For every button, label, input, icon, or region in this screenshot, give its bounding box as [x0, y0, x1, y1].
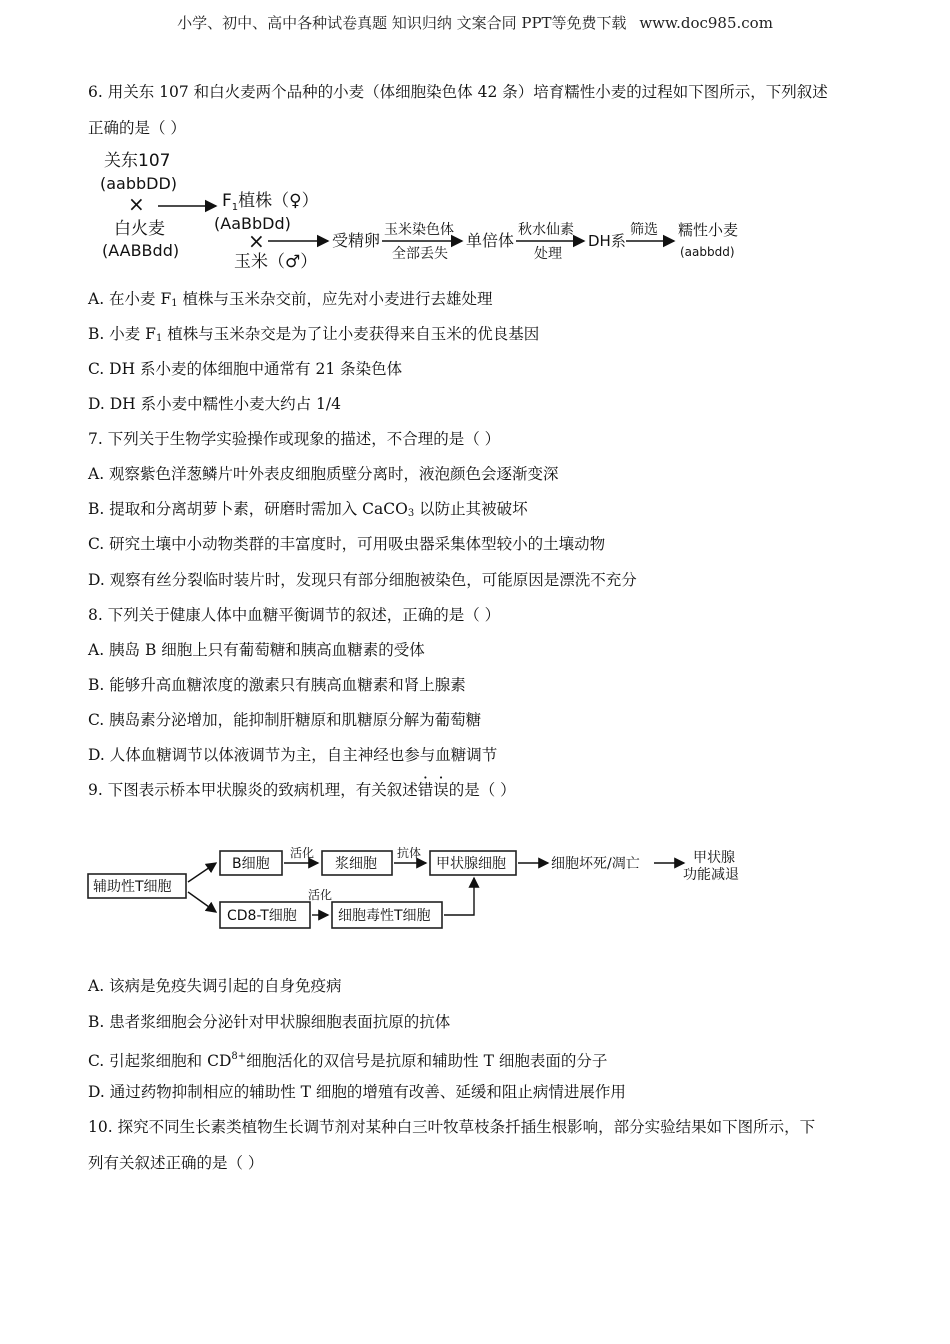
cross-symbol-2: ×: [248, 229, 265, 253]
helper-t-cell-label: 辅助性T细胞: [93, 879, 172, 895]
result-line1: 甲状腺: [693, 850, 735, 866]
q8-option-a: A. 胰岛 B 细胞上只有葡萄糖和胰高血糖素的受体: [88, 641, 425, 659]
page-header: [0, 12, 950, 33]
thyroid-cell-label: 甲状腺细胞: [436, 856, 506, 872]
q7-option-d: D. 观察有丝分裂临时装片时，发现只有部分细胞被染色，可能原因是漂洗不充分: [88, 571, 637, 589]
q6-breeding-diagram: [88, 145, 768, 275]
q8-option-d: D. 人体血糖调节以体液调节为主，自主神经也参与血糖调节: [88, 746, 498, 764]
emphasis-char-1: 错: [417, 781, 434, 799]
q7-option-b: B. 提取和分离胡萝卜素，研磨时需加入 CaCO$_3$ 以防止其被破坏: [88, 500, 528, 519]
parent2-genotype: (AABBdd): [102, 241, 180, 260]
product-name: 糯性小麦: [678, 221, 739, 239]
q10-stem-line1: 10. 探究不同生长素类植物生长调节剂对某种白三叶牧草枝条扦插生根影响，部分实验结果如下图所示，下: [88, 1118, 816, 1136]
parent2-name: 白火麦: [114, 219, 165, 239]
q6-stem-line2: 正确的是（ ）: [88, 119, 186, 137]
corn-parent: 玉米（♂）: [234, 252, 318, 272]
step1-label-top: 玉米染色体: [384, 222, 454, 238]
cell-death-label: 细胞坏死/凋亡: [551, 856, 640, 872]
q6-option-a: A. 在小麦 $F_1$ 植株与玉米杂交前，应先对小麦进行去雄处理: [88, 290, 493, 309]
q7-option-a: A. 观察紫色洋葱鳞片叶外表皮细胞质壁分离时，液泡颜色会逐渐变深: [88, 465, 559, 483]
q6-option-b: B. 小麦 $F_1$ 植株与玉米杂交是为了让小麦获得来自玉米的优良基因: [88, 325, 540, 344]
arrow-cytotoxic-to-thyroid: [444, 878, 474, 915]
q6-option-d: D. DH 系小麦中糯性小麦大约占 1/4: [88, 395, 341, 413]
q6-option-c: C. DH 系小麦的体细胞中通常有 21 条染色体: [88, 360, 403, 378]
header-site-text: 小学、初中、高中各种试卷真题 知识归纳 文案合同 PPT等免费下载: [177, 14, 627, 32]
cross-symbol-1: ×: [128, 192, 145, 216]
f1-plant: $F_1$植株（♀）: [222, 191, 319, 213]
q9-stem: 9. 下图表示桥本甲状腺炎的致病机理，有关叙述错误的是（ ）: [88, 781, 516, 799]
step2-label-bottom: 处理: [534, 246, 562, 262]
f1-genotype: (AaBbDd): [214, 214, 291, 233]
q10-stem-line2: 列有关叙述正确的是（ ）: [88, 1154, 264, 1172]
emphasis-char-2: 误: [433, 781, 449, 799]
parent1-name: 关东107: [104, 151, 171, 171]
q9-option-a: A. 该病是免疫失调引起的自身免疫病: [88, 977, 342, 995]
q7-stem: 7. 下列关于生物学实验操作或现象的描述，不合理的是（ ）: [88, 430, 501, 448]
activate-label-2: 活化: [308, 888, 333, 902]
q9-option-c: C. 引起浆细胞和 $CD^{8+}$细胞活化的双信号是抗原和辅助性 T 细胞表面的分子: [88, 1051, 608, 1070]
q8-option-c: C. 胰岛素分泌增加，能抑制肝糖原和肌糖原分解为葡萄糖: [88, 711, 482, 729]
arrow-helper-to-cd8: [188, 892, 216, 912]
result-line2: 功能减退: [683, 867, 739, 883]
antibody-label: 抗体: [397, 846, 422, 860]
step3-label-top: 筛选: [630, 222, 658, 238]
q9-mechanism-diagram: [86, 840, 766, 935]
step1-label-bottom: 全部丢失: [392, 246, 448, 262]
product-genotype: (aabbdd): [680, 245, 735, 259]
q8-stem: 8. 下列关于健康人体中血糖平衡调节的叙述，正确的是（ ）: [88, 606, 501, 624]
parent1-genotype: (aabbDD): [100, 174, 178, 193]
dh-line: DH系: [588, 232, 626, 250]
cd8-t-cell-label: CD8-T细胞: [227, 908, 297, 924]
haploid: 单倍体: [466, 231, 515, 250]
q9-option-d: D. 通过药物抑制相应的辅助性 T 细胞的增殖有改善、延缓和阻止病情进展作用: [88, 1083, 626, 1101]
q6-stem-line1: 6. 用关东 107 和白火麦两个品种的小麦（体细胞染色体 42 条）培育糯性小麦的过程如下图所示，下列叙述: [88, 83, 828, 101]
step2-label-top: 秋水仙素: [518, 222, 574, 238]
zygote: 受精卵: [332, 231, 381, 250]
plasma-cell-label: 浆细胞: [335, 856, 377, 872]
arrow-helper-to-b: [188, 863, 216, 882]
b-cell-label: B细胞: [232, 856, 270, 872]
header-url[interactable]: www.doc985.com: [639, 14, 773, 32]
q7-option-c: C. 研究土壤中小动物类群的丰富度时，可用吸虫器采集体型较小的土壤动物: [88, 535, 606, 553]
activate-label-1: 活化: [290, 846, 315, 860]
q9-option-b: B. 患者浆细胞会分泌针对甲状腺细胞表面抗原的抗体: [88, 1013, 451, 1031]
cytotoxic-t-cell-label: 细胞毒性T细胞: [338, 908, 431, 924]
q8-option-b: B. 能够升高血糖浓度的激素只有胰高血糖素和肾上腺素: [88, 676, 466, 694]
